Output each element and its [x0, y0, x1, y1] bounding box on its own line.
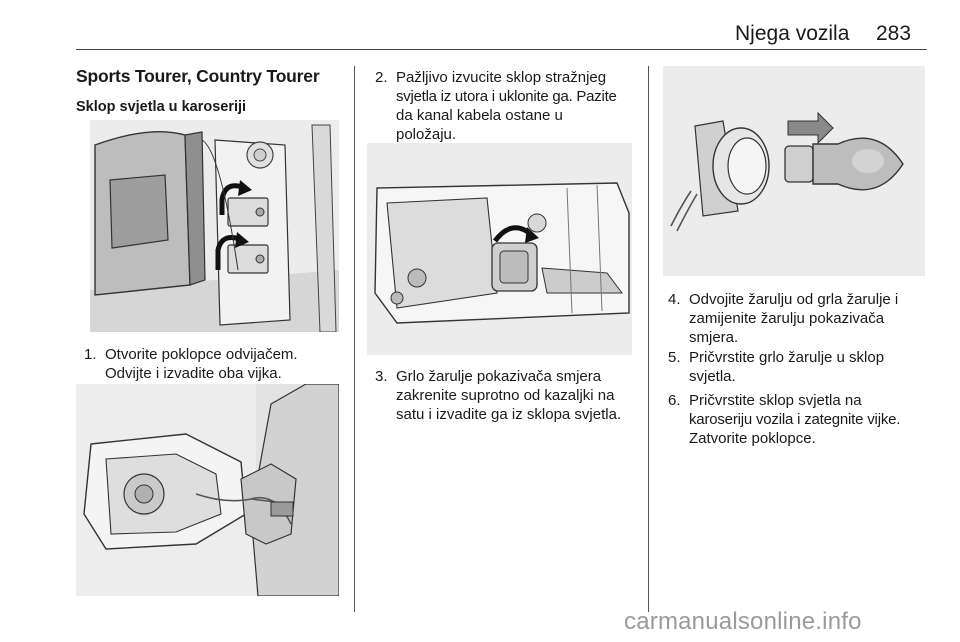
step-text-line: Pričvrstite sklop svjetla na — [689, 392, 862, 409]
figure-light-removal — [76, 384, 339, 596]
step-text-line: da kanal kabela ostane u — [396, 107, 563, 124]
header-rule — [76, 49, 927, 50]
watermark: carmanualsonline.info — [624, 608, 862, 635]
step-text-line: Zatvorite poklopce. — [689, 430, 816, 447]
section-heading: Sports Tourer, Country Tourer — [76, 66, 320, 86]
column-divider-1 — [354, 66, 355, 612]
page-number: 283 — [876, 22, 912, 45]
step-number: 5. — [668, 349, 681, 366]
section-subheading: Sklop svjetla u karoseriji — [76, 99, 247, 115]
step-text-line: Pričvrstite grlo žarulje u sklop — [689, 349, 885, 366]
figure-light-covers — [90, 120, 339, 332]
step-text-line: satu i izvadite ga iz sklopa svjetla. — [396, 406, 622, 423]
step-number: 6. — [668, 392, 681, 409]
step-text-line: Odvojite žarulju od grla žarulje i — [689, 291, 899, 308]
running-header-title: Njega vozila — [735, 22, 850, 45]
step-number: 4. — [668, 291, 681, 308]
figure-bulb-replacement — [663, 66, 925, 276]
step-text-line: Odvijte i izvadite oba vijka. — [105, 365, 282, 382]
step-text-line: zamijenite žarulju pokazivača — [689, 310, 885, 327]
step-number: 2. — [375, 69, 388, 86]
step-number: 1. — [84, 346, 97, 363]
step-text-line: Otvorite poklopce odvijačem. — [105, 346, 298, 363]
step-text-line: Grlo žarulje pokazivača smjera — [396, 368, 602, 385]
step-text-line: karoseriju vozila i zategnite vijke. — [689, 411, 901, 428]
figure-bulb-holder — [367, 143, 632, 355]
column-divider-2 — [648, 66, 649, 612]
step-text-line: svjetla iz utora i uklonite ga. Pazite — [396, 88, 617, 105]
step-text-line: smjera. — [689, 329, 739, 346]
step-text-line: Pažljivo izvucite sklop stražnjeg — [396, 69, 607, 86]
step-text-line: položaju. — [396, 126, 457, 143]
step-number: 3. — [375, 368, 388, 385]
step-text-line: svjetla. — [689, 368, 736, 385]
step-text-line: zakrenite suprotno od kazaljki na — [396, 387, 615, 404]
